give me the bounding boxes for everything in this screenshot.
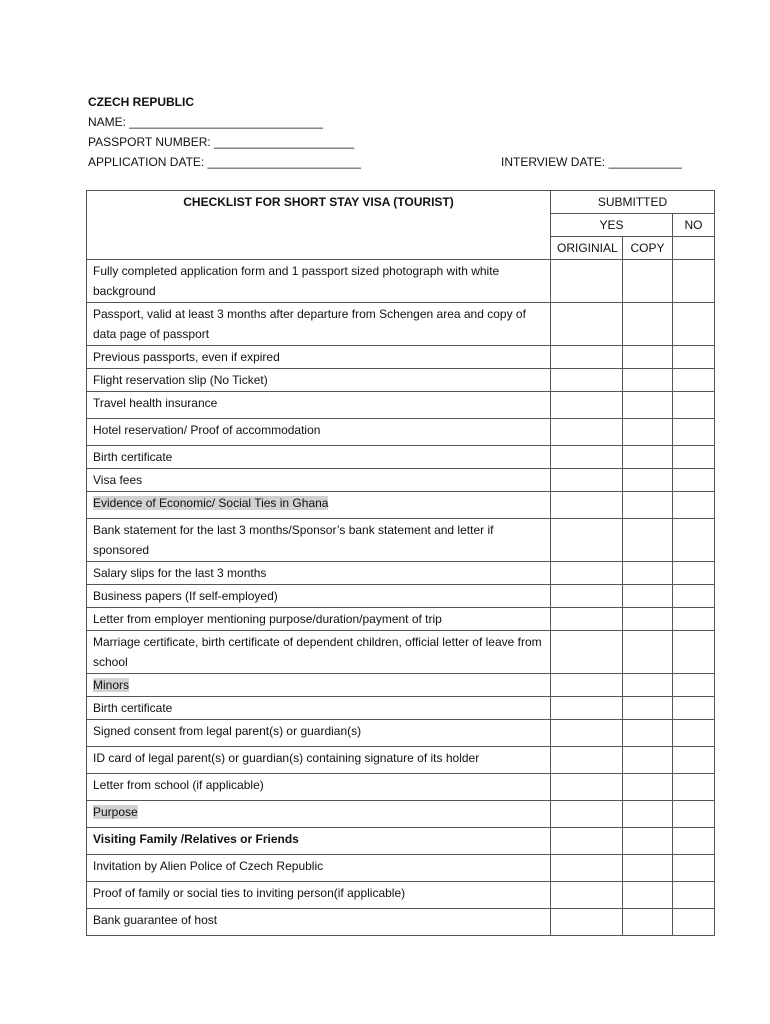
row-label: Birth certificate [87, 697, 551, 720]
document-header [88, 92, 688, 172]
table-row [87, 608, 715, 631]
no-cell[interactable] [673, 828, 715, 855]
original-cell[interactable] [551, 519, 623, 562]
original-cell[interactable] [551, 446, 623, 469]
table-row [87, 419, 715, 446]
table-row [87, 562, 715, 585]
copy-cell[interactable] [623, 909, 673, 936]
table-row [87, 519, 715, 562]
copy-cell[interactable] [623, 801, 673, 828]
row-label: Flight reservation slip (No Ticket) [87, 369, 551, 392]
row-label: Birth certificate [87, 446, 551, 469]
country-title: CZECH REPUBLIC [88, 95, 195, 109]
copy-cell[interactable] [623, 608, 673, 631]
original-cell[interactable] [551, 882, 623, 909]
no-cell[interactable] [673, 419, 715, 446]
original-cell[interactable] [551, 260, 623, 303]
section-label [87, 674, 551, 697]
row-label: Signed consent from legal parent(s) or guardian(s) [87, 720, 551, 747]
original-cell[interactable] [551, 801, 623, 828]
row-label: Passport, valid at least 3 months after departure from Schengen area and copy of data page of passport [87, 303, 551, 346]
table-row [87, 346, 715, 369]
original-cell[interactable] [551, 469, 623, 492]
row-label: Bank statement for the last 3 months/Sponsor’s bank statement and letter if sponsored [87, 519, 551, 562]
row-label: ID card of legal parent(s) or guardian(s) containing signature of its holder [87, 747, 551, 774]
section-highlight: Minors [93, 678, 130, 692]
no-cell[interactable] [673, 519, 715, 562]
table-row [87, 469, 715, 492]
copy-cell[interactable] [623, 446, 673, 469]
original-header: ORIGINIAL [551, 237, 623, 260]
row-label: Previous passports, even if expired [87, 346, 551, 369]
row-label: Visa fees [87, 469, 551, 492]
original-cell[interactable] [551, 720, 623, 747]
no-cell[interactable] [673, 469, 715, 492]
original-cell[interactable] [551, 346, 623, 369]
passport-number-field[interactable]: PASSPORT NUMBER: _____________________ [88, 135, 355, 149]
section-highlight: Evidence of Economic/ Social Ties in Ghana [93, 496, 329, 510]
copy-cell[interactable] [623, 369, 673, 392]
table-row [87, 369, 715, 392]
no-header-spacer [673, 237, 715, 260]
copy-cell[interactable] [623, 303, 673, 346]
yes-header: YES [551, 214, 673, 237]
row-label: Fully completed application form and 1 passport sized photograph with white background [87, 260, 551, 303]
copy-header: COPY [623, 237, 673, 260]
row-label: Business papers (If self-employed) [87, 585, 551, 608]
table-row [87, 747, 715, 774]
section-row-minors [87, 674, 715, 697]
table-row [87, 392, 715, 419]
no-cell[interactable] [673, 585, 715, 608]
original-cell[interactable] [551, 303, 623, 346]
copy-cell[interactable] [623, 260, 673, 303]
row-label: Hotel reservation/ Proof of accommodation [87, 419, 551, 446]
no-cell[interactable] [673, 720, 715, 747]
copy-cell[interactable] [623, 697, 673, 720]
table-row [87, 303, 715, 346]
row-label: Salary slips for the last 3 months [87, 562, 551, 585]
submitted-header: SUBMITTED [551, 191, 715, 214]
section-row-purpose [87, 801, 715, 828]
copy-cell[interactable] [623, 882, 673, 909]
original-cell[interactable] [551, 369, 623, 392]
section-highlight: Purpose [93, 805, 138, 819]
row-label: Proof of family or social ties to inviting person(if applicable) [87, 882, 551, 909]
original-cell[interactable] [551, 855, 623, 882]
copy-cell[interactable] [623, 674, 673, 697]
row-label: Travel health insurance [87, 392, 551, 419]
no-cell[interactable] [673, 608, 715, 631]
original-cell[interactable] [551, 631, 623, 674]
original-cell[interactable] [551, 585, 623, 608]
table-row [87, 882, 715, 909]
copy-cell[interactable] [623, 519, 673, 562]
section-label [87, 801, 551, 828]
original-cell[interactable] [551, 392, 623, 419]
original-cell[interactable] [551, 562, 623, 585]
subsection-row-visiting-family [87, 828, 715, 855]
no-cell[interactable] [673, 909, 715, 936]
name-field[interactable]: NAME: _____________________________ [88, 115, 323, 129]
no-cell[interactable] [673, 562, 715, 585]
copy-cell[interactable] [623, 774, 673, 801]
copy-cell[interactable] [623, 492, 673, 519]
no-cell[interactable] [673, 882, 715, 909]
section-label [87, 492, 551, 519]
no-cell[interactable] [673, 346, 715, 369]
row-label: Letter from employer mentioning purpose/duration/payment of trip [87, 608, 551, 631]
original-cell[interactable] [551, 828, 623, 855]
table-row [87, 855, 715, 882]
table-row [87, 909, 715, 936]
no-cell[interactable] [673, 747, 715, 774]
copy-cell[interactable] [623, 855, 673, 882]
original-cell[interactable] [551, 697, 623, 720]
no-cell[interactable] [673, 674, 715, 697]
no-header: NO [673, 214, 715, 237]
no-cell[interactable] [673, 631, 715, 674]
checklist-heading: CHECKLIST FOR SHORT STAY VISA (TOURIST) [87, 191, 551, 260]
no-cell[interactable] [673, 492, 715, 519]
row-label: Letter from school (if applicable) [87, 774, 551, 801]
no-cell[interactable] [673, 369, 715, 392]
copy-cell[interactable] [623, 585, 673, 608]
copy-cell[interactable] [623, 419, 673, 446]
application-date-field[interactable]: APPLICATION DATE: _______________________ [88, 155, 362, 169]
copy-cell[interactable] [623, 747, 673, 774]
table-row [87, 446, 715, 469]
original-cell[interactable] [551, 774, 623, 801]
original-cell[interactable] [551, 674, 623, 697]
interview-date-field[interactable]: INTERVIEW DATE: ___________ [501, 155, 682, 169]
table-row [87, 631, 715, 674]
original-cell[interactable] [551, 419, 623, 446]
no-cell[interactable] [673, 855, 715, 882]
no-cell[interactable] [673, 774, 715, 801]
table-row [87, 720, 715, 747]
copy-cell[interactable] [623, 469, 673, 492]
copy-cell[interactable] [623, 562, 673, 585]
copy-cell[interactable] [623, 720, 673, 747]
section-row-economic-ties [87, 492, 715, 519]
date-line [88, 152, 688, 172]
visa-checklist-table [86, 190, 715, 936]
no-cell[interactable] [673, 303, 715, 346]
no-cell[interactable] [673, 446, 715, 469]
row-label: Marriage certificate, birth certificate of dependent children, official letter of leave from school [87, 631, 551, 674]
table-row [87, 774, 715, 801]
copy-cell[interactable] [623, 828, 673, 855]
copy-cell[interactable] [623, 392, 673, 419]
copy-cell[interactable] [623, 631, 673, 674]
row-label: Invitation by Alien Police of Czech Republic [87, 855, 551, 882]
table-row [87, 260, 715, 303]
table-row [87, 585, 715, 608]
subsection-label: Visiting Family /Relatives or Friends [87, 828, 551, 855]
no-cell[interactable] [673, 392, 715, 419]
original-cell[interactable] [551, 747, 623, 774]
original-cell[interactable] [551, 909, 623, 936]
row-label: Bank guarantee of host [87, 909, 551, 936]
table-row [87, 697, 715, 720]
no-cell[interactable] [673, 260, 715, 303]
no-cell[interactable] [673, 697, 715, 720]
no-cell[interactable] [673, 801, 715, 828]
original-cell[interactable] [551, 492, 623, 519]
original-cell[interactable] [551, 608, 623, 631]
copy-cell[interactable] [623, 346, 673, 369]
